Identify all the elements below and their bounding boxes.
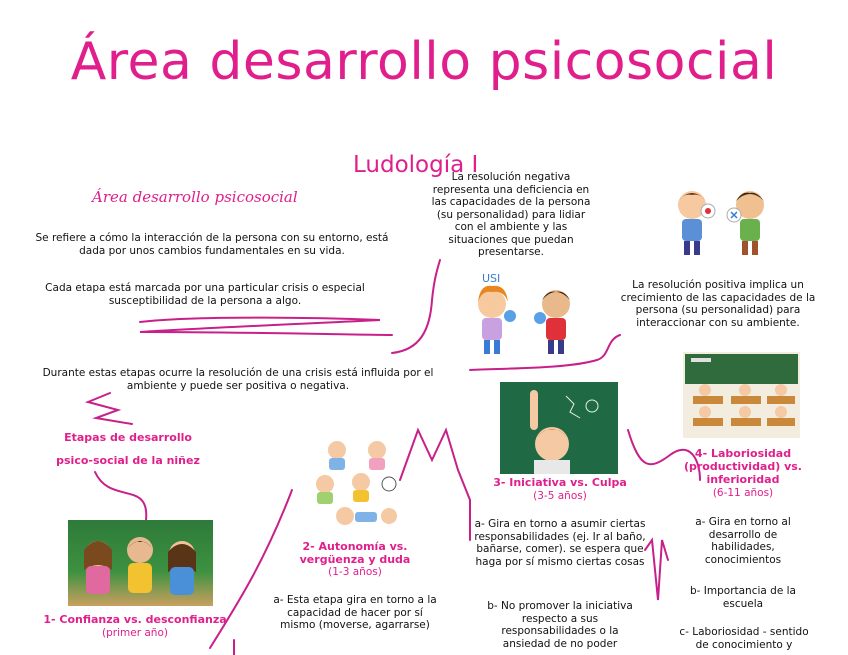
usi-logo: USI xyxy=(482,272,501,285)
stage4-desc-b: b- Importancia de la escuela xyxy=(689,585,796,610)
stage4-title-line3: inferioridad xyxy=(706,473,780,486)
stage3-photo xyxy=(500,382,618,474)
stage4-desc-c: c- Laboriosidad - sentido de conocimiento y xyxy=(679,626,809,651)
etapas-label-line2: psico-social de la niñez xyxy=(56,454,200,467)
stage4-desc-a: a- Gira en torno al desarrollo de habilidades, conocimientos xyxy=(695,516,791,566)
section-title: Área desarrollo psicosocial xyxy=(92,188,298,206)
page-title: Área desarrollo psicosocial xyxy=(70,32,778,92)
etapas-label-line1: Etapas de desarrollo xyxy=(64,431,192,444)
kids-signs-illustration xyxy=(660,185,780,260)
stage2-illustration xyxy=(305,436,405,532)
stage3-title: 3- Iniciativa vs. Culpa xyxy=(493,476,627,489)
stage2-title-line2: vergüenza y duda xyxy=(299,553,411,566)
stage4-age: (6-11 años) xyxy=(712,487,774,499)
subtitle: Ludología I xyxy=(353,152,479,178)
negative-resolution-text: La resolución negativa representa una deficiencia en las capacidades de la persona (su personalidad) para lidiar con el ambiente y las situaciones que puedan presentarse. xyxy=(431,171,591,258)
stage3-age: (3-5 años) xyxy=(533,490,587,502)
connector-wave-stage2-stage3 xyxy=(400,430,470,540)
stage3-desc-b: b- No promover la iniciativa respecto a sus responsabilidades o la ansiedad de no poder xyxy=(487,600,633,650)
stage1-title: 1- Confianza vs. desconfianza xyxy=(43,613,227,626)
connector-intro-to-etapas xyxy=(88,393,132,424)
stage1-age: (primer año) xyxy=(102,627,168,639)
connector-intro-to-negative xyxy=(392,260,440,353)
stage2-title-line1: 2- Autonomía vs. xyxy=(302,540,408,553)
stage4-title-line1: 4- Laboriosidad xyxy=(694,447,792,460)
stage3-desc-a: a- Gira en torno a asumir ciertas responsabilidades (ej. Ir al baño, bañarse, comer). se espera que haga por sí mismo ciertas cosas xyxy=(474,518,646,568)
positive-resolution-text: La resolución positiva implica un crecimiento de las capacidades de la persona (su personalidad) para interaccionar con su ambiente. xyxy=(620,279,816,329)
connector-intro-swirl xyxy=(140,318,392,335)
stage2-age: (1-3 años) xyxy=(328,566,382,578)
kids-thumbs-illustration xyxy=(470,268,590,358)
connector-etapas-to-stage1 xyxy=(95,472,146,520)
stage2-desc-a: a- Esta etapa gira en torno a la capacidad de hacer por sí mismo (moverse, agarrarse) xyxy=(273,594,437,631)
stage1-photo xyxy=(68,520,213,606)
intro-paragraph-1: Se refiere a cómo la interacción de la persona con su entorno, está dada por unos cambios fundamentales en su vida. xyxy=(35,232,389,257)
intro-paragraph-3: Durante estas etapas ocurre la resolución de una crisis está influida por el ambiente y puede ser positiva o negativa. xyxy=(42,367,434,392)
stage4-photo xyxy=(683,352,800,438)
stage4-title-line2: (productividad) vs. xyxy=(683,460,802,473)
intro-paragraph-1-cut: vida. xyxy=(319,244,345,257)
intro-paragraph-2: Cada etapa está marcada por una particular crisis o especial susceptibilidad de la persona a algo. xyxy=(45,282,365,307)
